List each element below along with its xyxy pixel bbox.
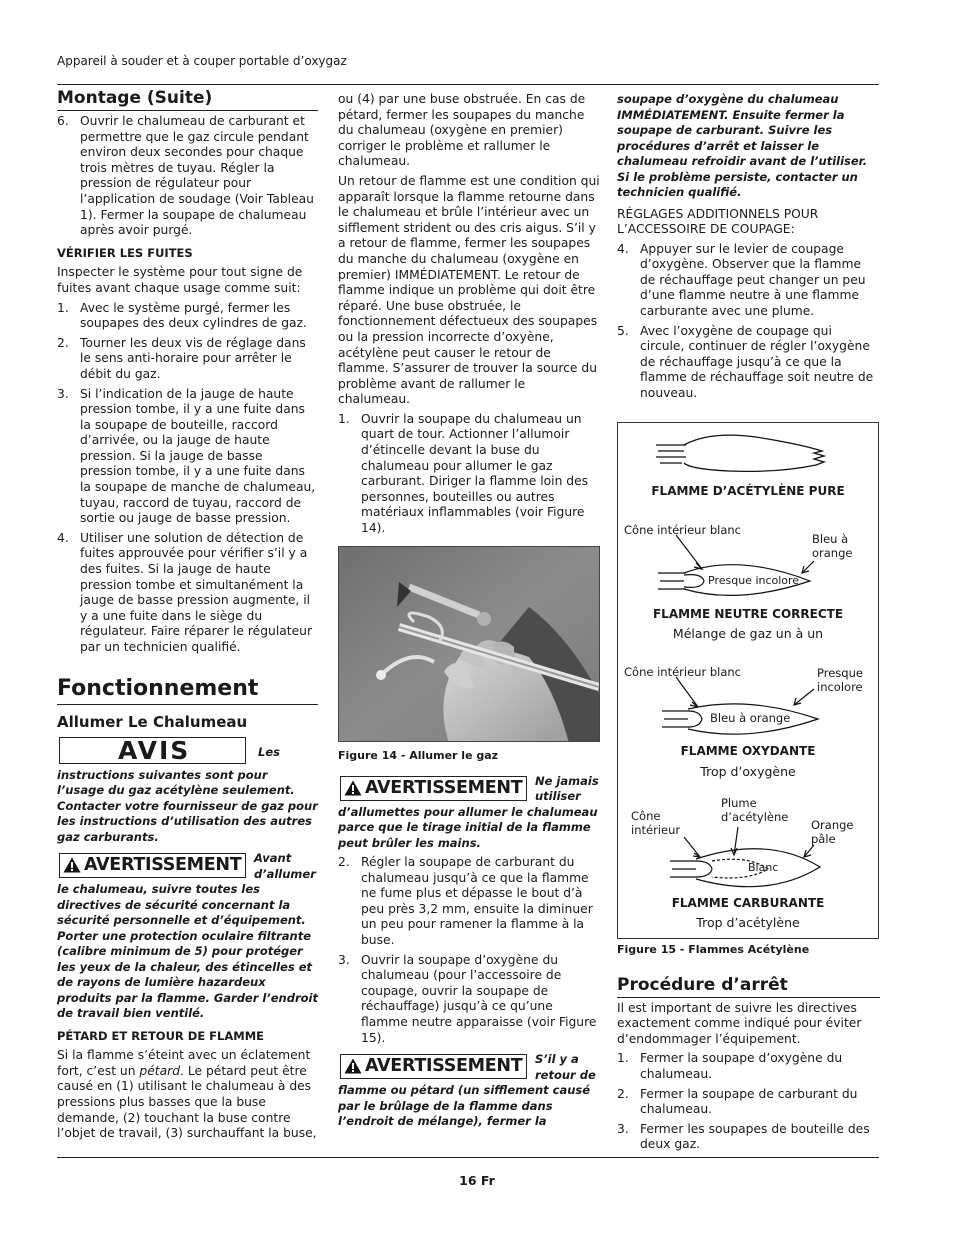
avis-text: Les instructions suivantes sont pour l’usage du gaz acétylène seulement. Contacter votre fournisseur de gaz pour les instructions d’utilisation des autres gaz carburants. bbox=[57, 744, 318, 844]
arret-title: Procédure d’arrêt bbox=[617, 975, 880, 998]
column-2 bbox=[338, 92, 600, 541]
warning-2-text: Ne jamais utiliser d’allumettes pour allumer le chalumeau parce que le tirage initial de la flamme peut brûler les mains. bbox=[338, 773, 599, 850]
avis-notice bbox=[57, 735, 318, 846]
reglages-title: RÉGLAGES ADDITIONNELS POUR L’ACCESSOIRE DE COUPAGE: bbox=[617, 206, 819, 237]
list-item: 2. Tourner les deux vis de réglage dans le sens anti-horaire pour arrêter le débit du gaz. bbox=[57, 335, 306, 381]
petard-continued: ou (4) par une buse obstruée. En cas de pétard, fermer les soupapes du manche du chalumeau (oxygène en premier) corriger le problème et rallumer le chalumeau. bbox=[338, 92, 586, 169]
figure-14-caption: Figure 14 - Allumer le gaz bbox=[338, 749, 499, 762]
oxidizing-flame-drawing bbox=[662, 677, 818, 734]
neutral-flame-title: FLAMME NEUTRE CORRECTE bbox=[652, 607, 844, 621]
column-2-lower bbox=[338, 748, 600, 1130]
figure-15-diagram bbox=[617, 422, 879, 939]
list-item: 2. Régler la soupape de carburant du chalumeau jusqu’à ce que la flamme ne fume plus et dépasse le bout d’à peu près 3,2 mm, ensuite la diminuer un peu pour ramener la flamme à la buse. bbox=[338, 855, 593, 948]
fonctionnement-title: Fonctionnement bbox=[57, 676, 318, 705]
oxidizing-cone-label: Cône intérieur blanc bbox=[624, 665, 741, 679]
list-item: 4. Appuyer sur le levier de coupage d’oxygène. Observer que la flamme de réchauffage peut changer un peu d’une flamme neutre à une flamme carburante avec une plume. bbox=[617, 241, 866, 319]
carb-plume-label: Plume d’acétylène bbox=[721, 796, 789, 824]
avis-label: AVIS bbox=[59, 737, 246, 764]
warning-triangle-icon bbox=[63, 857, 81, 873]
figure-14-photo bbox=[338, 546, 600, 742]
column-3-lower bbox=[617, 942, 880, 1157]
torch-lighting-photo bbox=[339, 547, 600, 742]
neutral-blue-label: Bleu à orange bbox=[812, 532, 853, 560]
warning-triangle-icon bbox=[344, 780, 362, 796]
list-item: 3. Fermer les soupapes de bouteille des deux gaz. bbox=[617, 1121, 870, 1152]
page-header: Appareil à souder et à couper portable d’oxygaz bbox=[57, 54, 347, 68]
montage-list bbox=[57, 114, 318, 239]
list-item: 1. Fermer la soupape d’oxygène du chalumeau. bbox=[617, 1051, 843, 1081]
carburizing-flame-drawing bbox=[670, 827, 820, 887]
header-rule bbox=[57, 84, 879, 85]
carb-cone-label: Cône intérieur bbox=[631, 809, 681, 837]
oxidizing-flame-title: FLAMME OXYDANTE bbox=[680, 744, 816, 758]
warning-label: AVERTISSEMENT bbox=[340, 776, 527, 801]
pure-flame-title: FLAMME D’ACÉTYLÈNE PURE bbox=[651, 484, 845, 498]
warning-triangle-icon bbox=[344, 1058, 362, 1074]
montage-title: Montage (Suite) bbox=[57, 88, 318, 111]
page-number: 16 Fr bbox=[459, 1173, 495, 1188]
list-item: 3. Ouvrir la soupape d’oxygène du chalumeau (pour l’accessoire de coupage, ouvrir la soupape de réchauffage) jusqu’à ce qu’une flamme neutre apparaisse (voir Figure 15). bbox=[338, 952, 597, 1045]
fuites-title: VÉRIFIER LES FUITES bbox=[57, 245, 193, 260]
warning-label: AVERTISSEMENT bbox=[59, 853, 246, 878]
list-item: 2. Fermer la soupape de carburant du chalumeau. bbox=[617, 1086, 858, 1117]
neutral-inner-label: Presque incolore bbox=[708, 574, 800, 587]
arret-intro: Il est important de suivre les directives exactement comme indiqué pour éviter d’endommager l’équipement. bbox=[617, 1000, 862, 1046]
oxidizing-colorless-label: Presque incolore bbox=[817, 666, 863, 694]
list-item: 6. Ouvrir le chalumeau de carburant et permettre que le gaz circule pendant environ deux secondes pour chaque trois mètres de tuyau. Régler la pression de régulateur pour l’application de soudage (Voir Tableau 1). Fermer la soupape de chalumeau après avoir purgé. bbox=[57, 114, 314, 238]
warning-3-continued: soupape d’oxygène du chalumeau IMMÉDIATEMENT. Ensuite fermer la soupape de carburant. Suivre les procédures d’arrêt et laisser le chalumeau refroidir avant de l’utiliser. Si le problème persiste, contacter un technicien qualifié. bbox=[617, 92, 868, 199]
warning-2 bbox=[338, 774, 600, 852]
arret-list bbox=[617, 1051, 880, 1153]
carb-orange-label: Orange pâle bbox=[811, 818, 854, 846]
fuites-list bbox=[57, 301, 318, 656]
carb-blanc-label: Blanc bbox=[748, 861, 779, 874]
oxidizing-inner-label: Bleu à orange bbox=[710, 711, 791, 725]
list-item: 4. Utiliser une solution de détection de fuites approuvée pour vérifier s’il y a des fuites. Si la jauge de haute pression tombe et simultanément la jauge de basse pression augmente, il y a une fuite dans le siège du régulateur. Faire réparer le régulateur par un technicien qualifié. bbox=[57, 530, 313, 654]
carb-flame-sub: Trop d’acétylène bbox=[696, 915, 800, 930]
warning-3-text: S’il y a retour de flamme ou pétard (un sifflement causé par le brûlage de la flamme dans l’endroit de mélange), fermer la bbox=[338, 1052, 596, 1129]
neutral-flame-sub: Mélange de gaz un à un bbox=[672, 626, 824, 641]
warning-1-text: Avant d’allumer le chalumeau, suivre toutes les directives de sécurité concernant la sécurité personnelle et d’équipement. Porter une protection oculaire filtrante (calibre minimum de 5) pour protéger les yeux de la chaleur, des étincelles et de rayons de lumière hazardeux produits par la flamme. Garder l’endroit de travail bien ventilé. bbox=[57, 851, 318, 1021]
column-1 bbox=[57, 88, 318, 1146]
allumer-title: Allumer Le Chalumeau bbox=[57, 712, 248, 731]
petard-title: PÉTARD ET RETOUR DE FLAMME bbox=[57, 1028, 265, 1043]
allumer-steps bbox=[338, 412, 600, 537]
neutral-cone-label: Cône intérieur blanc bbox=[624, 523, 741, 537]
allumer-steps-continued bbox=[338, 855, 600, 1046]
list-item: 1. Avec le système purgé, fermer les soupapes des deux cylindres de gaz. bbox=[57, 300, 307, 331]
warning-1 bbox=[57, 851, 318, 1022]
figure-15-caption: Figure 15 - Flammes Acétylène bbox=[617, 943, 810, 956]
column-3 bbox=[617, 92, 880, 406]
retour-text: Un retour de flamme est une condition qui apparaît lorsque la flamme retourne dans le chalumeau et brûle l’intérieur avec un sifflement strident ou des cris aigus. S’il y a retour de flamme, fermer les soupapes du manche du chalumeau (oxygène en premier) IMMÉDIATEMENT. Le retour de flamme indique un problème qui doit être réparé. Une buse obstruée, le fonctionnement défectueux des soupapes ou la pression incorrecte d’oxyène, acétylène peut causer le retour de flamme. S’assurer de trouver la source du problème avant de rallumer le chalumeau. bbox=[338, 173, 600, 407]
warning-3 bbox=[338, 1052, 600, 1130]
list-item: 5. Avec l’oxygène de coupage qui circule, continuer de régler l’oxygène de réchauffage jusqu’à ce que la flamme de réchauffage soit neutre de nouveau. bbox=[617, 323, 874, 401]
oxidizing-flame-sub: Trop d’oxygène bbox=[700, 764, 796, 779]
list-item: 3. Si l’indication de la jauge de haute pression tombe, il y a une fuite dans la soupape de bouteille, raccord d’arrivée, ou la jauge de haute pression. Si la jauge de basse pression tombe, il y a une fuite dans la soupape de manche de chalumeau, tuyau, raccord de tuyau, raccord de sortie ou jauge de basse pression. bbox=[57, 386, 316, 526]
petard-text: Si la flamme s’éteint avec un éclatement fort, c’est un pétard. Le pétard peut être causé en (1) utilisant le chalumeau à des pressions plus basses que la buse demande, (2) touchant la buse contre l’objet de travail, (3) surchauffant la buse, bbox=[57, 1048, 317, 1141]
carb-flame-title: FLAMME CARBURANTE bbox=[671, 896, 825, 910]
warning-label: AVERTISSEMENT bbox=[340, 1054, 527, 1079]
footer-rule bbox=[57, 1157, 879, 1158]
pure-flame-drawing bbox=[656, 435, 824, 471]
reglages-list bbox=[617, 242, 880, 402]
fuites-intro: Inspecter le système pour tout signe de fuites avant chaque usage comme suit: bbox=[57, 265, 303, 295]
list-item: 1. Ouvrir la soupape du chalumeau un quart de tour. Actionner l’allumoir d’étincelle devant la buse du chalumeau pour allumer le gaz carburant. Diriger la flamme loin des personnes, bouteilles ou autres matériaux inflammables (voir Figure 14). bbox=[338, 411, 589, 536]
